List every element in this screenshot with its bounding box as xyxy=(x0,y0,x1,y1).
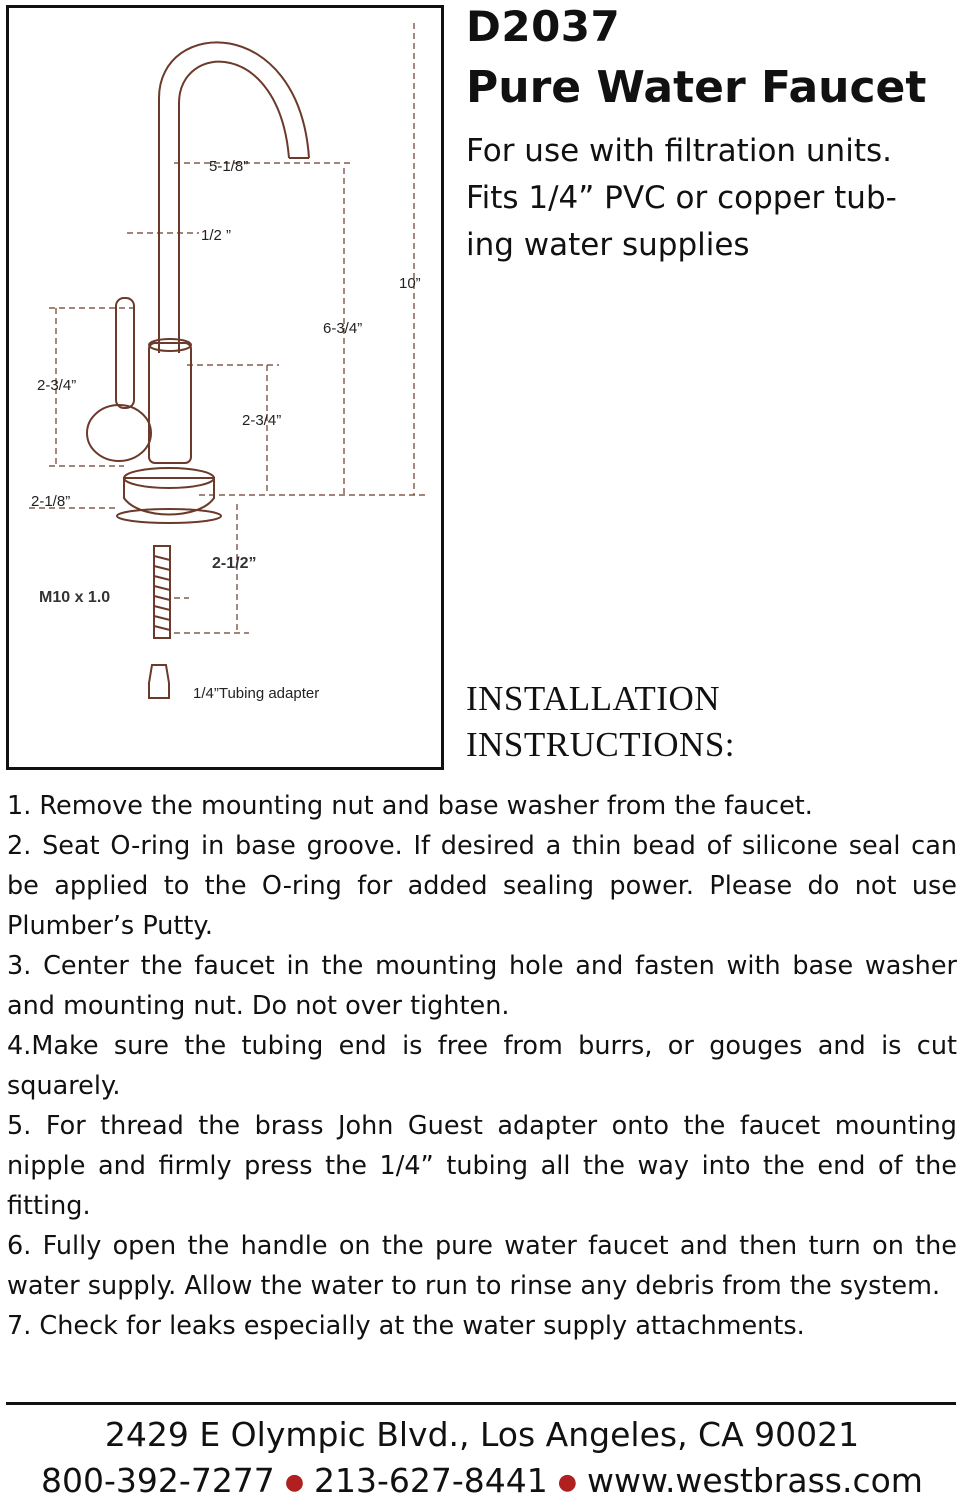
installation-heading-line2: INSTRUCTIONS: xyxy=(466,725,736,764)
website-link[interactable]: www.westbrass.com xyxy=(587,1461,923,1500)
product-title: Pure Water Faucet xyxy=(466,62,927,113)
phone-1: 800-392-7277 xyxy=(41,1461,275,1500)
spout-reach-label: 5-1/8” xyxy=(209,158,249,175)
step-item: 3. Center the faucet in the mounting hole and fasten with base washer and mounting nut. Do not over tighten. xyxy=(7,951,957,1021)
description-line: Fits 1/4” PVC or copper tub- xyxy=(466,180,897,216)
faucet-diagram xyxy=(9,8,441,767)
handle-height-label: 2-3/4” xyxy=(37,377,77,394)
installation-heading xyxy=(466,676,735,768)
bullet-icon: ● xyxy=(557,1469,577,1495)
body-height-label: 2-3/4” xyxy=(242,412,282,429)
adapter-label: 1/4”Tubing adapter xyxy=(193,685,320,702)
step-item: 1. Remove the mounting nut and base washer from the faucet. xyxy=(7,791,813,821)
phone-2: 213-627-8441 xyxy=(314,1461,548,1500)
handle-knob xyxy=(87,405,151,461)
thread-size-label: M10 x 1.0 xyxy=(39,589,111,606)
spout-inner xyxy=(179,62,289,353)
faucet-body xyxy=(149,343,191,463)
step-item: 7. Check for leaks especially at the water supply attachments. xyxy=(7,1311,805,1341)
step-item: 6. Fully open the handle on the pure water faucet and then turn on the water supply. Allow the water to run to rinse any debris from the system. xyxy=(7,1231,957,1301)
footer-divider xyxy=(6,1402,956,1405)
step-item: 2. Seat O-ring in base groove. If desired a thin bead of silicone seal can be applied to the O-ring for added sealing power. Please do not use Plumber’s Putty. xyxy=(7,831,957,941)
total-height-label: 10” xyxy=(399,275,421,292)
step-item: 5. For thread the brass John Guest adapter onto the faucet mounting nipple and firmly press the 1/4” tubing all the way into the end of the fitting. xyxy=(7,1111,957,1221)
base-diameter-label: 2-1/8” xyxy=(31,493,71,510)
spout-height-label: 6-3/4” xyxy=(323,320,363,337)
footer-contact xyxy=(0,1458,964,1506)
description-line: For use with filtration units. xyxy=(466,133,892,169)
installation-heading-line1: INSTALLATION xyxy=(466,679,720,718)
handle-lever xyxy=(116,298,134,408)
model-number: D2037 xyxy=(466,2,621,51)
description-line: ing water supplies xyxy=(466,227,750,263)
bullet-icon: ● xyxy=(284,1469,305,1495)
tubing-adapter-icon xyxy=(149,665,169,698)
footer-address: 2429 E Olympic Blvd., Los Angeles, CA 90021 xyxy=(104,1415,860,1454)
spout-diameter-label: 1/2 ” xyxy=(201,227,232,244)
step-item: 4.Make sure the tubing end is free from burrs, or gouges and is cut squarely. xyxy=(7,1031,957,1101)
shank-length-label: 2-1/2” xyxy=(212,555,257,572)
diagram-frame xyxy=(6,5,444,770)
installation-steps xyxy=(7,786,957,1346)
product-description xyxy=(466,128,961,269)
